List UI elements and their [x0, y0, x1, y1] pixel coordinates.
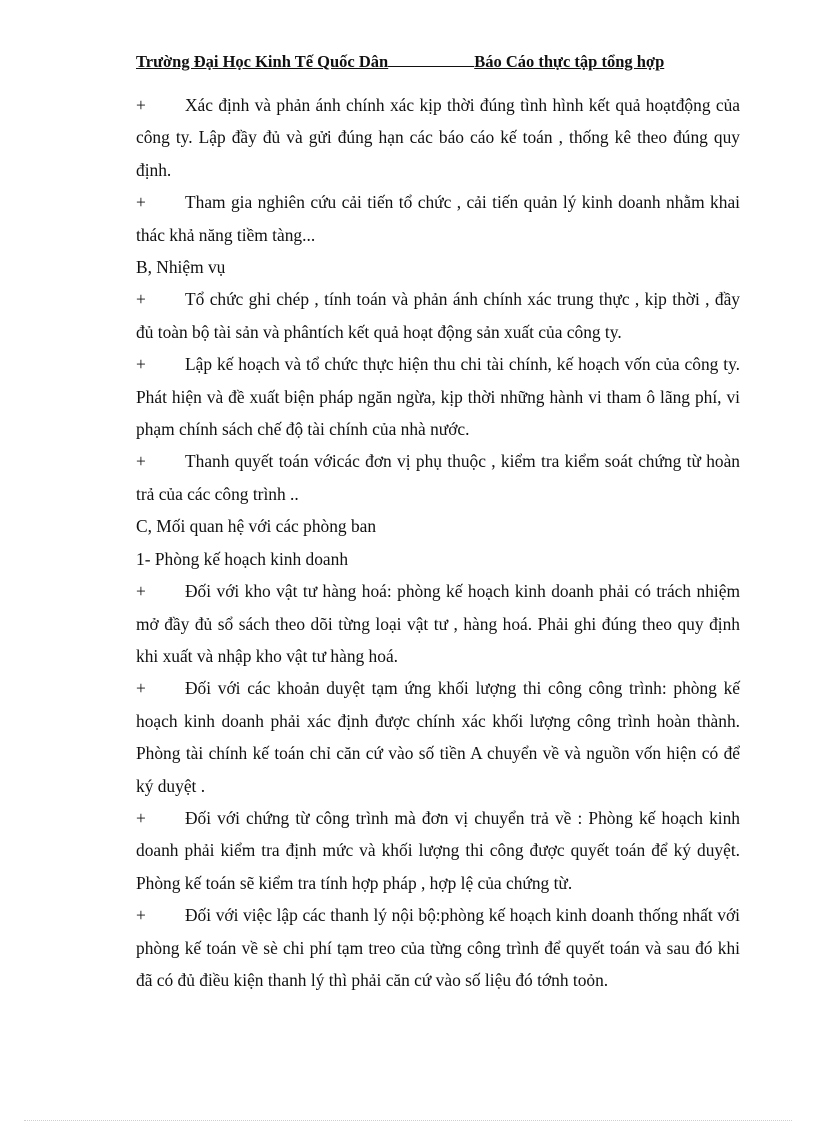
paragraph-text: Tham gia nghiên cứu cải tiến tổ chức , cải tiến quản lý kinh doanh nhằm khai thác khả năng tiềm tàng... [136, 192, 740, 245]
bullet-marker: + [136, 289, 146, 310]
bullet-paragraph [136, 445, 740, 510]
header-report-title: Báo Cáo thực tập tổng hợp [474, 52, 665, 71]
bullet-marker: + [136, 678, 146, 699]
paragraph-text: Đối với việc lập các thanh lý nội bộ:phòng kế hoạch kinh doanh thống nhất với phòng kế toán về sè chi phí tạm treo của từng công trình để quyết toán và sau đó khi đã có đủ điều kiện thanh lý thì phải căn cứ vào số liệu đó tớnh toỏn. [136, 905, 740, 990]
paragraph-text: Tổ chức ghi chép , tính toán và phản ánh chính xác trung thực , kịp thời , đầy đủ toàn bộ tài sản và phântích kết quả hoạt động sản xuất của công ty. [136, 289, 740, 342]
bullet-paragraph [136, 348, 740, 445]
header-underline-gap [388, 53, 474, 67]
header-school-name: Trường Đại Học Kinh Tế Quốc Dân [136, 52, 389, 71]
bullet-paragraph [136, 899, 740, 996]
bullet-marker: + [136, 95, 146, 115]
bullet-marker: + [136, 451, 146, 472]
bullet-paragraph [136, 802, 740, 899]
paragraph-text: Lập kế hoạch và tổ chức thực hiện thu chi tài chính, kế hoạch vốn của công ty. Phát hiện và đề xuất biện pháp ngăn ngừa, kịp thời những hành vi tham ô lãng phí, vi phạm chính sách chế độ tài chính của nhà nước. [136, 354, 740, 440]
bullet-paragraph [136, 283, 740, 348]
paragraph-text: Đối với chứng từ công trình mà đơn vị chuyển trả về : Phòng kế hoạch kinh doanh phải kiểm tra định mức và khối lượng thi công được quyết toán để ký duyệt. Phòng kế toán sẽ kiểm tra tính hợp pháp , hợp lệ của chứng từ. [136, 807, 740, 893]
bullet-marker: + [136, 581, 146, 602]
bullet-marker: + [136, 354, 146, 375]
bullet-marker: + [136, 192, 146, 213]
page-bottom-rule [24, 1120, 792, 1121]
paragraph-text: Xác định và phản ánh chính xác kịp thời đúng tình hình kết quả hoạtđộng của công ty. Lập đầy đủ và gửi đúng hạn các báo cáo kế toán , thống kê theo đúng quy định. [136, 95, 740, 180]
section-heading: C, Mối quan hệ với các phòng ban [136, 516, 377, 537]
bullet-marker: + [136, 807, 146, 828]
bullet-paragraph [136, 89, 740, 186]
document-body [136, 89, 740, 996]
paragraph-text: Đối với kho vật tư hàng hoá: phòng kế hoạch kinh doanh phải có trách nhiệm mở đầy đủ sổ sách theo dõi từng loại vật tư , hàng hoá. Phải ghi đúng theo quy định khi xuất và nhập kho vật tư hàng hoá. [136, 581, 740, 666]
paragraph-text: Đối với các khoản duyệt tạm ứng khối lượng thi công công trình: phòng kế hoạch kinh doanh phải xác định được chính xác khối lượng công trình hoàn thành. Phòng tài chính kế toán chỉ căn cứ vào số tiền A chuyển về và nguồn vốn hiện có để ký duyệt . [136, 678, 740, 796]
bullet-paragraph [136, 186, 740, 251]
subsection-heading: 1- Phòng kế hoạch kinh doanh [136, 548, 349, 569]
bullet-paragraph [136, 575, 740, 672]
bullet-paragraph [136, 672, 740, 802]
page-header [136, 52, 712, 71]
section-heading: B, Nhiệm vụ [136, 257, 226, 278]
bullet-marker: + [136, 905, 146, 926]
paragraph-text: Thanh quyết toán vớicác đơn vị phụ thuộc , kiểm tra kiểm soát chứng từ hoàn trả của các công trình .. [136, 451, 740, 504]
